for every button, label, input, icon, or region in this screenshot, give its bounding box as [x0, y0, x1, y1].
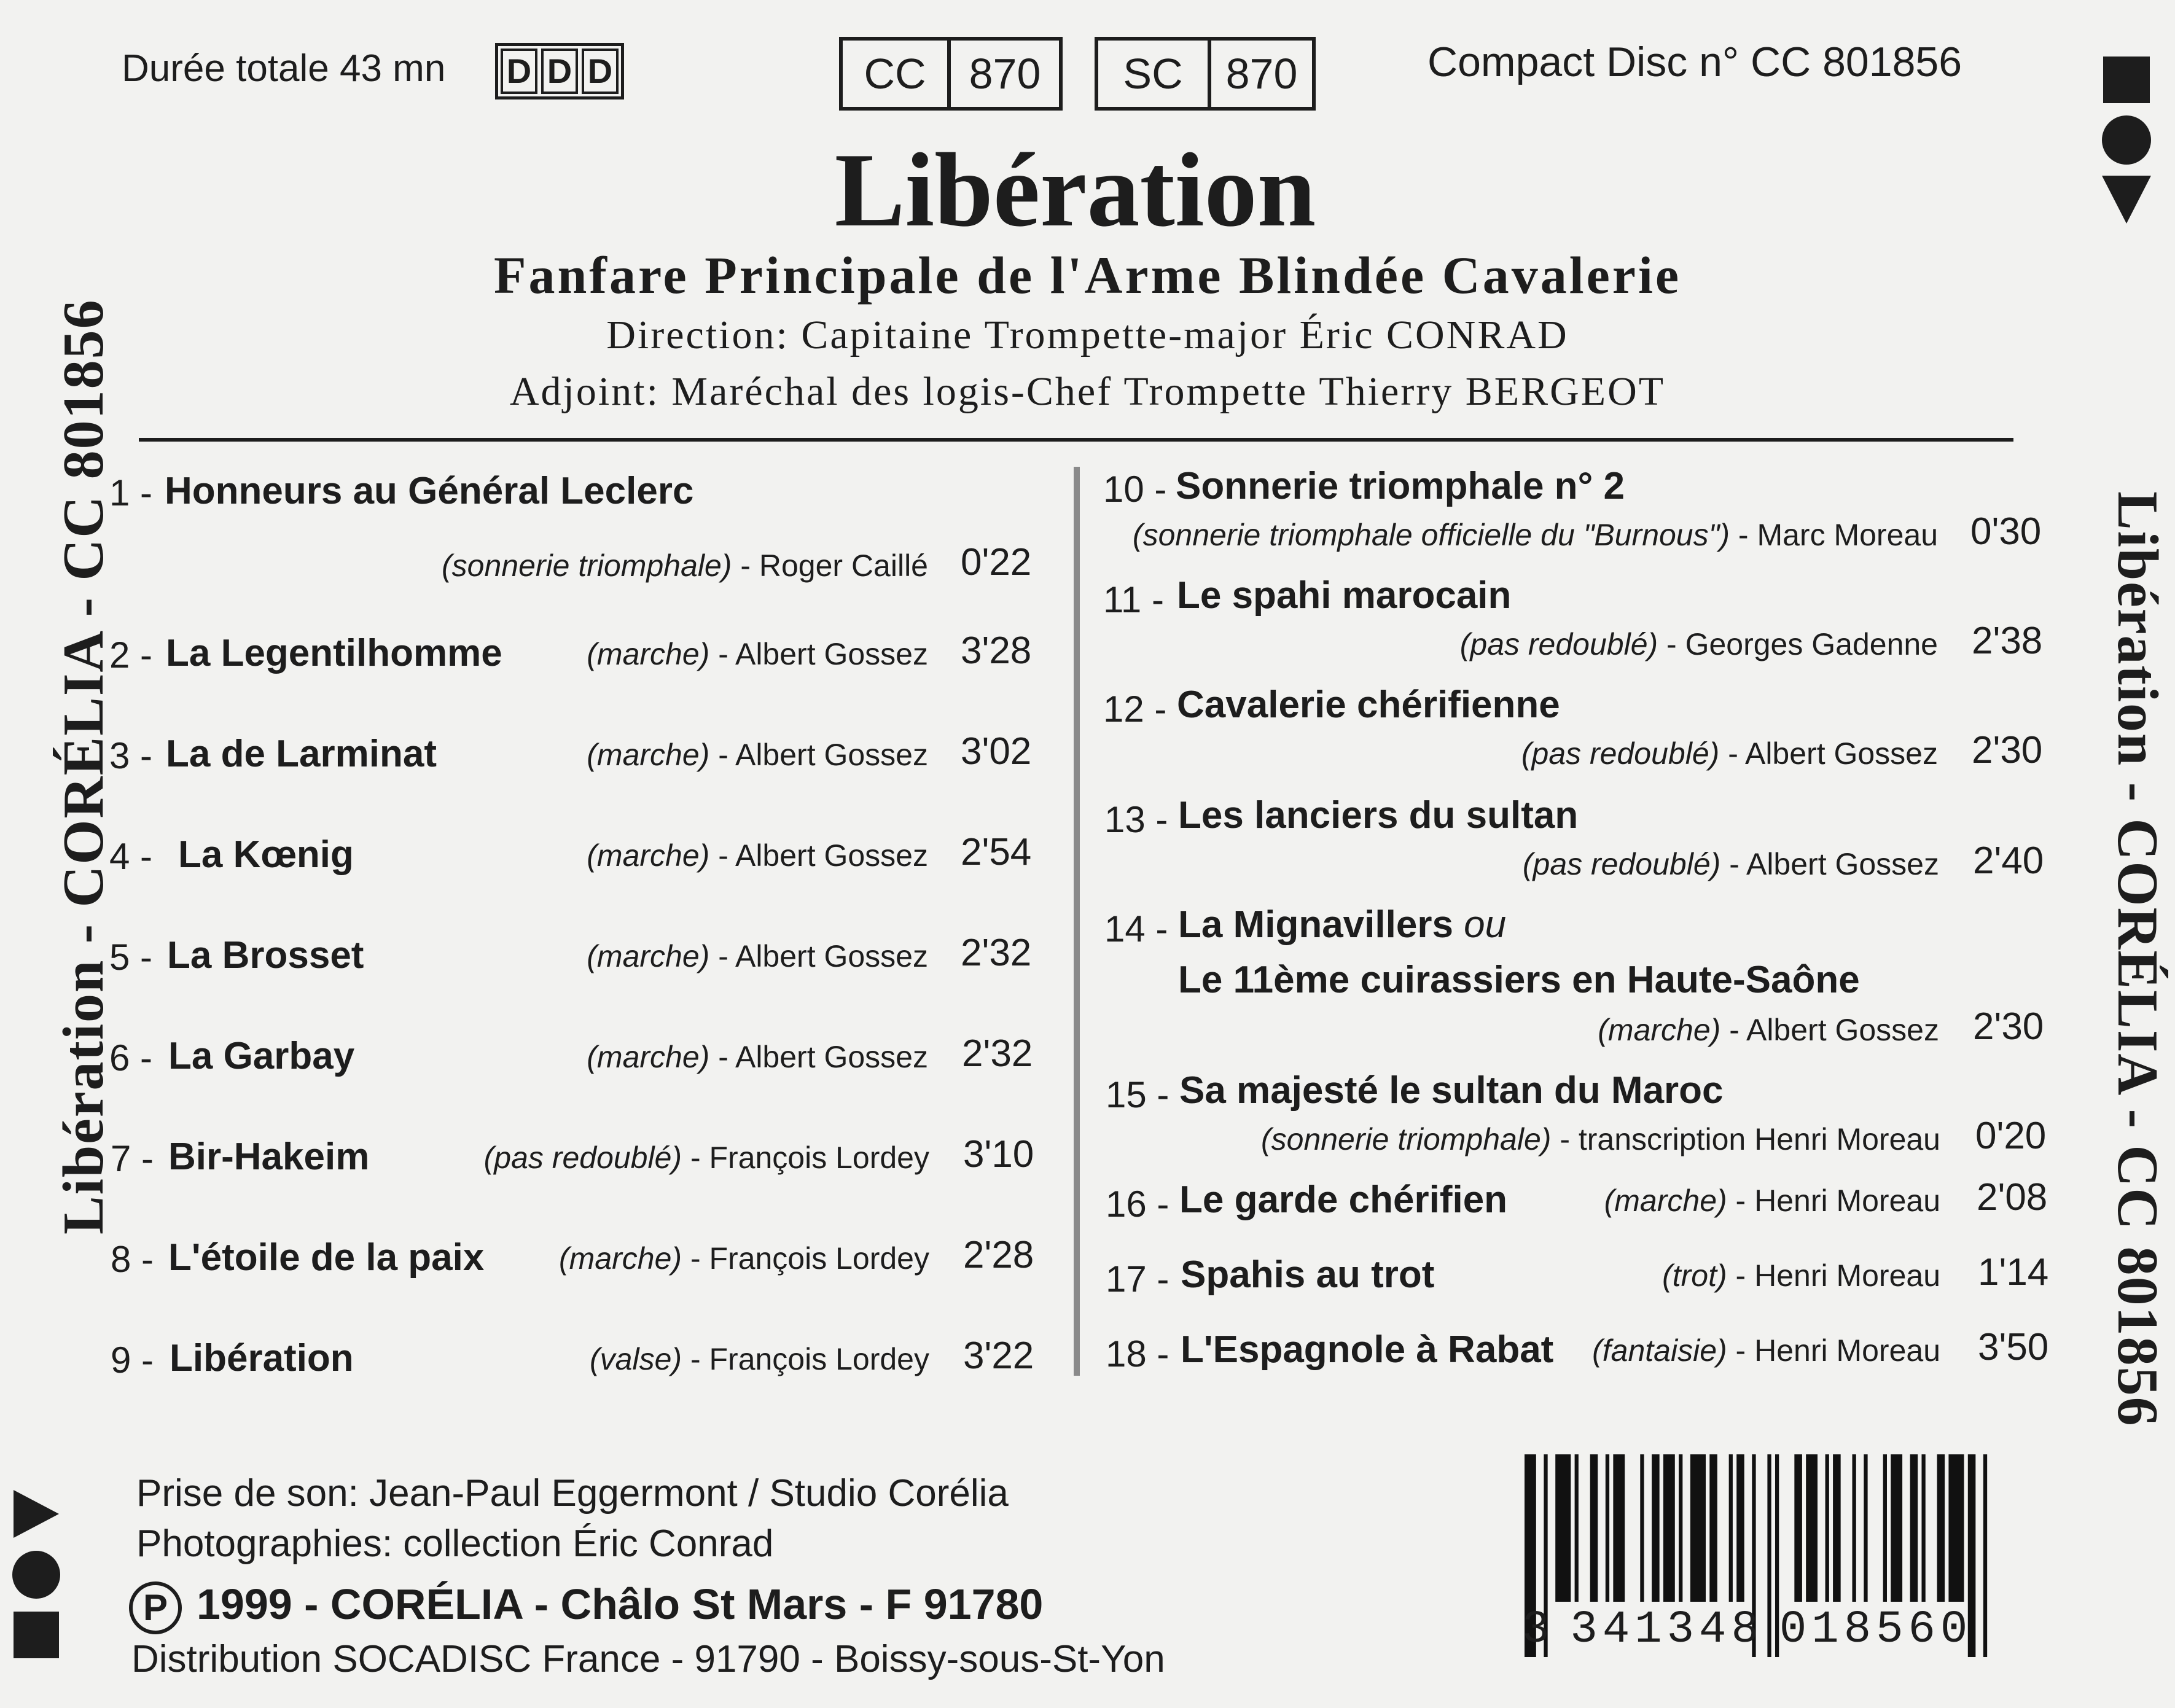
- barcode-bar: [1937, 1454, 1945, 1602]
- track-title: Le spahi marocain: [1177, 574, 1512, 617]
- barcode-bar: [1690, 1454, 1706, 1602]
- track-duration: 0'30: [1970, 510, 2042, 553]
- track-duration: 3'28: [961, 630, 1032, 672]
- left-spine-text: Libération - CORÉLIA - CC 801856: [52, 298, 115, 1234]
- track-composer: - Henri Moreau: [1727, 1258, 1940, 1293]
- track-composer: - Henri Moreau: [1727, 1333, 1940, 1368]
- track-composer: - François Lordey: [682, 1342, 929, 1376]
- track-composer: - Albert Gossez: [709, 637, 928, 671]
- track-kind: (sonnerie triomphale officielle du "Burnous"): [1132, 518, 1730, 552]
- track-title: L'étoile de la paix: [168, 1236, 485, 1279]
- barcode-bar: [1709, 1454, 1717, 1602]
- track-number: 5 -: [109, 937, 153, 978]
- track-credit: [442, 548, 928, 583]
- cc-label: CC: [864, 50, 926, 98]
- track-title: Libération: [170, 1337, 354, 1379]
- track-credit: [1261, 1121, 1940, 1157]
- track-number: 17 -: [1106, 1258, 1170, 1300]
- track-title: Le garde chérifien: [1179, 1179, 1508, 1221]
- barcode-bar: [1590, 1454, 1598, 1602]
- sc-number: 870: [1208, 41, 1312, 107]
- ddd-code-badge: [495, 43, 624, 99]
- track-number: 8 -: [111, 1239, 154, 1280]
- track-composer: - Albert Gossez: [1719, 736, 1938, 771]
- barcode-bar: [1652, 1454, 1660, 1602]
- track-number: 15 -: [1106, 1074, 1170, 1115]
- track-title: Sa majesté le sultan du Maroc: [1179, 1069, 1724, 1112]
- track-duration: 0'20: [1975, 1115, 2047, 1157]
- track-kind: (trot): [1662, 1258, 1727, 1293]
- track-number: 11 -: [1103, 579, 1164, 620]
- track-duration: 0'22: [961, 541, 1032, 583]
- track-duration: 2'28: [963, 1234, 1034, 1276]
- barcode-bar: [1891, 1454, 1902, 1602]
- track-number: 10 -: [1103, 469, 1167, 510]
- track-credit: [1598, 1012, 1939, 1048]
- track-kind: (sonnerie triomphale): [442, 548, 732, 583]
- track-number: 16 -: [1106, 1184, 1170, 1225]
- track-title-or: ou: [1453, 903, 1507, 946]
- track-title: Les lanciers du sultan: [1178, 794, 1579, 836]
- barcode-bar: [1833, 1454, 1841, 1602]
- track-credit: [1133, 517, 1938, 553]
- track-title-alt: Le 11ème cuirassiers en Haute-Saône: [1178, 959, 1860, 1001]
- track-credit: [1523, 846, 1939, 882]
- track-composer: - François Lordey: [682, 1241, 929, 1276]
- track-title: Sonnerie triomphale n° 2: [1176, 465, 1625, 507]
- barcode-bar: [1910, 1454, 1918, 1602]
- track-duration: 3'50: [1978, 1326, 2049, 1368]
- track-number: 12 -: [1103, 688, 1167, 730]
- logo-icon-bottom-left: [11, 1489, 61, 1661]
- track-duration: 2'54: [961, 831, 1032, 873]
- track-kind: (marche): [587, 738, 710, 772]
- track-composer: - transcription Henri Moreau: [1551, 1122, 1940, 1156]
- director-credit: Direction: Capitaine Trompette-major Éric CONRAD: [606, 313, 1569, 357]
- track-number: 14 -: [1104, 908, 1168, 950]
- track-duration: 2'08: [1977, 1176, 2048, 1219]
- track-credit: [590, 1341, 929, 1377]
- track-kind: (marche): [587, 939, 710, 973]
- barcode-bar: [1921, 1454, 1925, 1602]
- track-composer: - Albert Gossez: [709, 939, 928, 973]
- barcode-bar: [1948, 1454, 1964, 1602]
- sc-code-box: [1095, 37, 1316, 111]
- photo-credit: Photographies: collection Éric Conrad: [136, 1523, 774, 1565]
- track-credit: [587, 1039, 928, 1075]
- barcode-bar: [1794, 1454, 1802, 1602]
- track-number: 4 -: [109, 836, 153, 877]
- barcode-first-digit: 3: [1522, 1604, 1555, 1656]
- cc-number: 870: [947, 41, 1059, 107]
- ddd-letter: D: [501, 49, 537, 94]
- track-kind: (pas redoublé): [1459, 627, 1658, 661]
- track-kind: (marche): [587, 838, 710, 873]
- track-composer: - Georges Gadenne: [1658, 627, 1938, 661]
- track-duration: 3'22: [963, 1335, 1034, 1377]
- track-title: Spahis au trot: [1181, 1254, 1435, 1296]
- barcode-digits: [1522, 1604, 1972, 1656]
- track-credit: [587, 737, 928, 773]
- track-number: 7 -: [111, 1138, 154, 1179]
- track-credit: [587, 636, 928, 672]
- header-rule: [139, 438, 2013, 442]
- track-duration: 3'02: [961, 730, 1032, 773]
- barcode-bar: [1983, 1454, 1987, 1657]
- track-composer: - Albert Gossez: [709, 1040, 928, 1074]
- track-title: Cavalerie chérifienne: [1177, 684, 1560, 726]
- track-title: Bir-Hakeim: [168, 1136, 370, 1178]
- track-kind: (marche): [1604, 1184, 1727, 1218]
- track-kind: (pas redoublé): [1521, 736, 1720, 771]
- track-title: [1178, 903, 1506, 946]
- catalog-number: Compact Disc n° CC 801856: [1427, 39, 1962, 85]
- track-number: 1 -: [109, 472, 153, 513]
- right-spine-text: Libération - CORÉLIA - CC 801856: [2106, 491, 2169, 1427]
- track-credit: [587, 938, 928, 974]
- track-credit: [587, 838, 928, 873]
- track-kind: (sonnerie triomphale): [1260, 1122, 1552, 1156]
- track-kind: (marche): [587, 1040, 710, 1074]
- track-credit: [1592, 1333, 1940, 1368]
- track-credit: [484, 1140, 929, 1176]
- total-duration: Durée totale 43 mn: [122, 47, 446, 90]
- ddd-letter: D: [541, 49, 578, 94]
- track-credit: [1604, 1183, 1940, 1219]
- copyright-text: 1999 - CORÉLIA - Châlo St Mars - F 91780: [197, 1580, 1044, 1628]
- barcode-bar: [1826, 1454, 1829, 1602]
- barcode-bar: [1679, 1454, 1682, 1602]
- track-kind: (pas redoublé): [483, 1141, 682, 1175]
- cc-code-box: [839, 37, 1063, 111]
- track-kind: (marche): [1598, 1013, 1721, 1047]
- phonogram-icon: P: [129, 1581, 182, 1634]
- track-composer: - Henri Moreau: [1727, 1184, 1940, 1218]
- track-composer: - Roger Caillé: [732, 548, 928, 583]
- track-composer: - Marc Moreau: [1730, 518, 1938, 552]
- track-number: 18 -: [1106, 1333, 1170, 1375]
- track-number: 6 -: [109, 1037, 153, 1078]
- track-composer: - Albert Gossez: [709, 738, 928, 772]
- track-number: 3 -: [109, 735, 153, 776]
- barcode-bar: [1729, 1454, 1733, 1602]
- track-title: La Brosset: [167, 934, 364, 977]
- track-composer: - Albert Gossez: [709, 838, 928, 873]
- sound-credit: Prise de son: Jean-Paul Eggermont / Studio Corélia: [136, 1472, 1009, 1515]
- track-duration: 2'38: [1972, 620, 2043, 662]
- distribution-line: Distribution SOCADISC France - 91790 - Boissy-sous-St-Yon: [131, 1638, 1165, 1680]
- barcode-bar: [1606, 1454, 1609, 1602]
- track-credit: [559, 1241, 929, 1276]
- track-title: La de Larminat: [166, 733, 437, 775]
- track-duration: 2'32: [961, 932, 1032, 974]
- barcode-bar: [1806, 1454, 1818, 1602]
- barcode-bar: [1613, 1454, 1625, 1602]
- sc-label: SC: [1123, 50, 1183, 98]
- ddd-letter: D: [582, 49, 619, 94]
- track-title: La Garbay: [168, 1035, 355, 1077]
- album-title: Libération: [834, 132, 1316, 249]
- copyright-line: [129, 1580, 1043, 1634]
- barcode-bar: [1640, 1454, 1644, 1602]
- barcode-bar: [1663, 1454, 1675, 1602]
- track-kind: (marche): [559, 1241, 682, 1276]
- track-title: La Legentilhomme: [166, 632, 502, 674]
- track-number: 9 -: [111, 1339, 154, 1381]
- barcode-bar: [1555, 1454, 1571, 1602]
- track-composer: - Albert Gossez: [1720, 1013, 1939, 1047]
- barcode-bar: [1853, 1454, 1856, 1602]
- barcode-group2: 018560: [1779, 1604, 1973, 1656]
- track-title: Honneurs au Général Leclerc: [165, 470, 694, 512]
- track-duration: 2'30: [1973, 1005, 2044, 1048]
- barcode-group1: 341348: [1570, 1604, 1763, 1656]
- track-number: 2 -: [109, 634, 153, 676]
- track-kind: (pas redoublé): [1522, 847, 1721, 881]
- barcode-bar: [1575, 1454, 1579, 1602]
- track-number: 13 -: [1104, 799, 1168, 840]
- track-credit: [1521, 736, 1938, 771]
- track-duration: 2'30: [1972, 729, 2043, 771]
- barcode-bar: [1864, 1454, 1867, 1602]
- track-title-part: La Mignavillers: [1178, 903, 1453, 946]
- track-title: L'Espagnole à Rabat: [1181, 1328, 1554, 1371]
- track-duration: 1'14: [1978, 1251, 2049, 1293]
- track-kind: (marche): [587, 637, 710, 671]
- track-credit: [1460, 626, 1938, 662]
- column-divider: [1074, 467, 1080, 1376]
- track-credit: [1662, 1258, 1940, 1293]
- track-kind: (valse): [590, 1342, 682, 1376]
- track-composer: - François Lordey: [682, 1141, 929, 1175]
- barcode-bar: [1736, 1454, 1744, 1602]
- assistant-credit: Adjoint: Maréchal des logis-Chef Trompette Thierry BERGEOT: [509, 369, 1666, 414]
- track-duration: 2'40: [1973, 840, 2044, 882]
- barcode-bar: [1883, 1454, 1887, 1602]
- track-duration: 3'10: [963, 1133, 1034, 1176]
- band-name: Fanfare Principale de l'Arme Blindée Cavalerie: [493, 246, 1682, 305]
- track-kind: (fantaisie): [1592, 1333, 1727, 1368]
- track-duration: 2'32: [962, 1032, 1033, 1075]
- track-composer: - Albert Gossez: [1720, 847, 1939, 881]
- track-title: La Kœnig: [178, 833, 354, 876]
